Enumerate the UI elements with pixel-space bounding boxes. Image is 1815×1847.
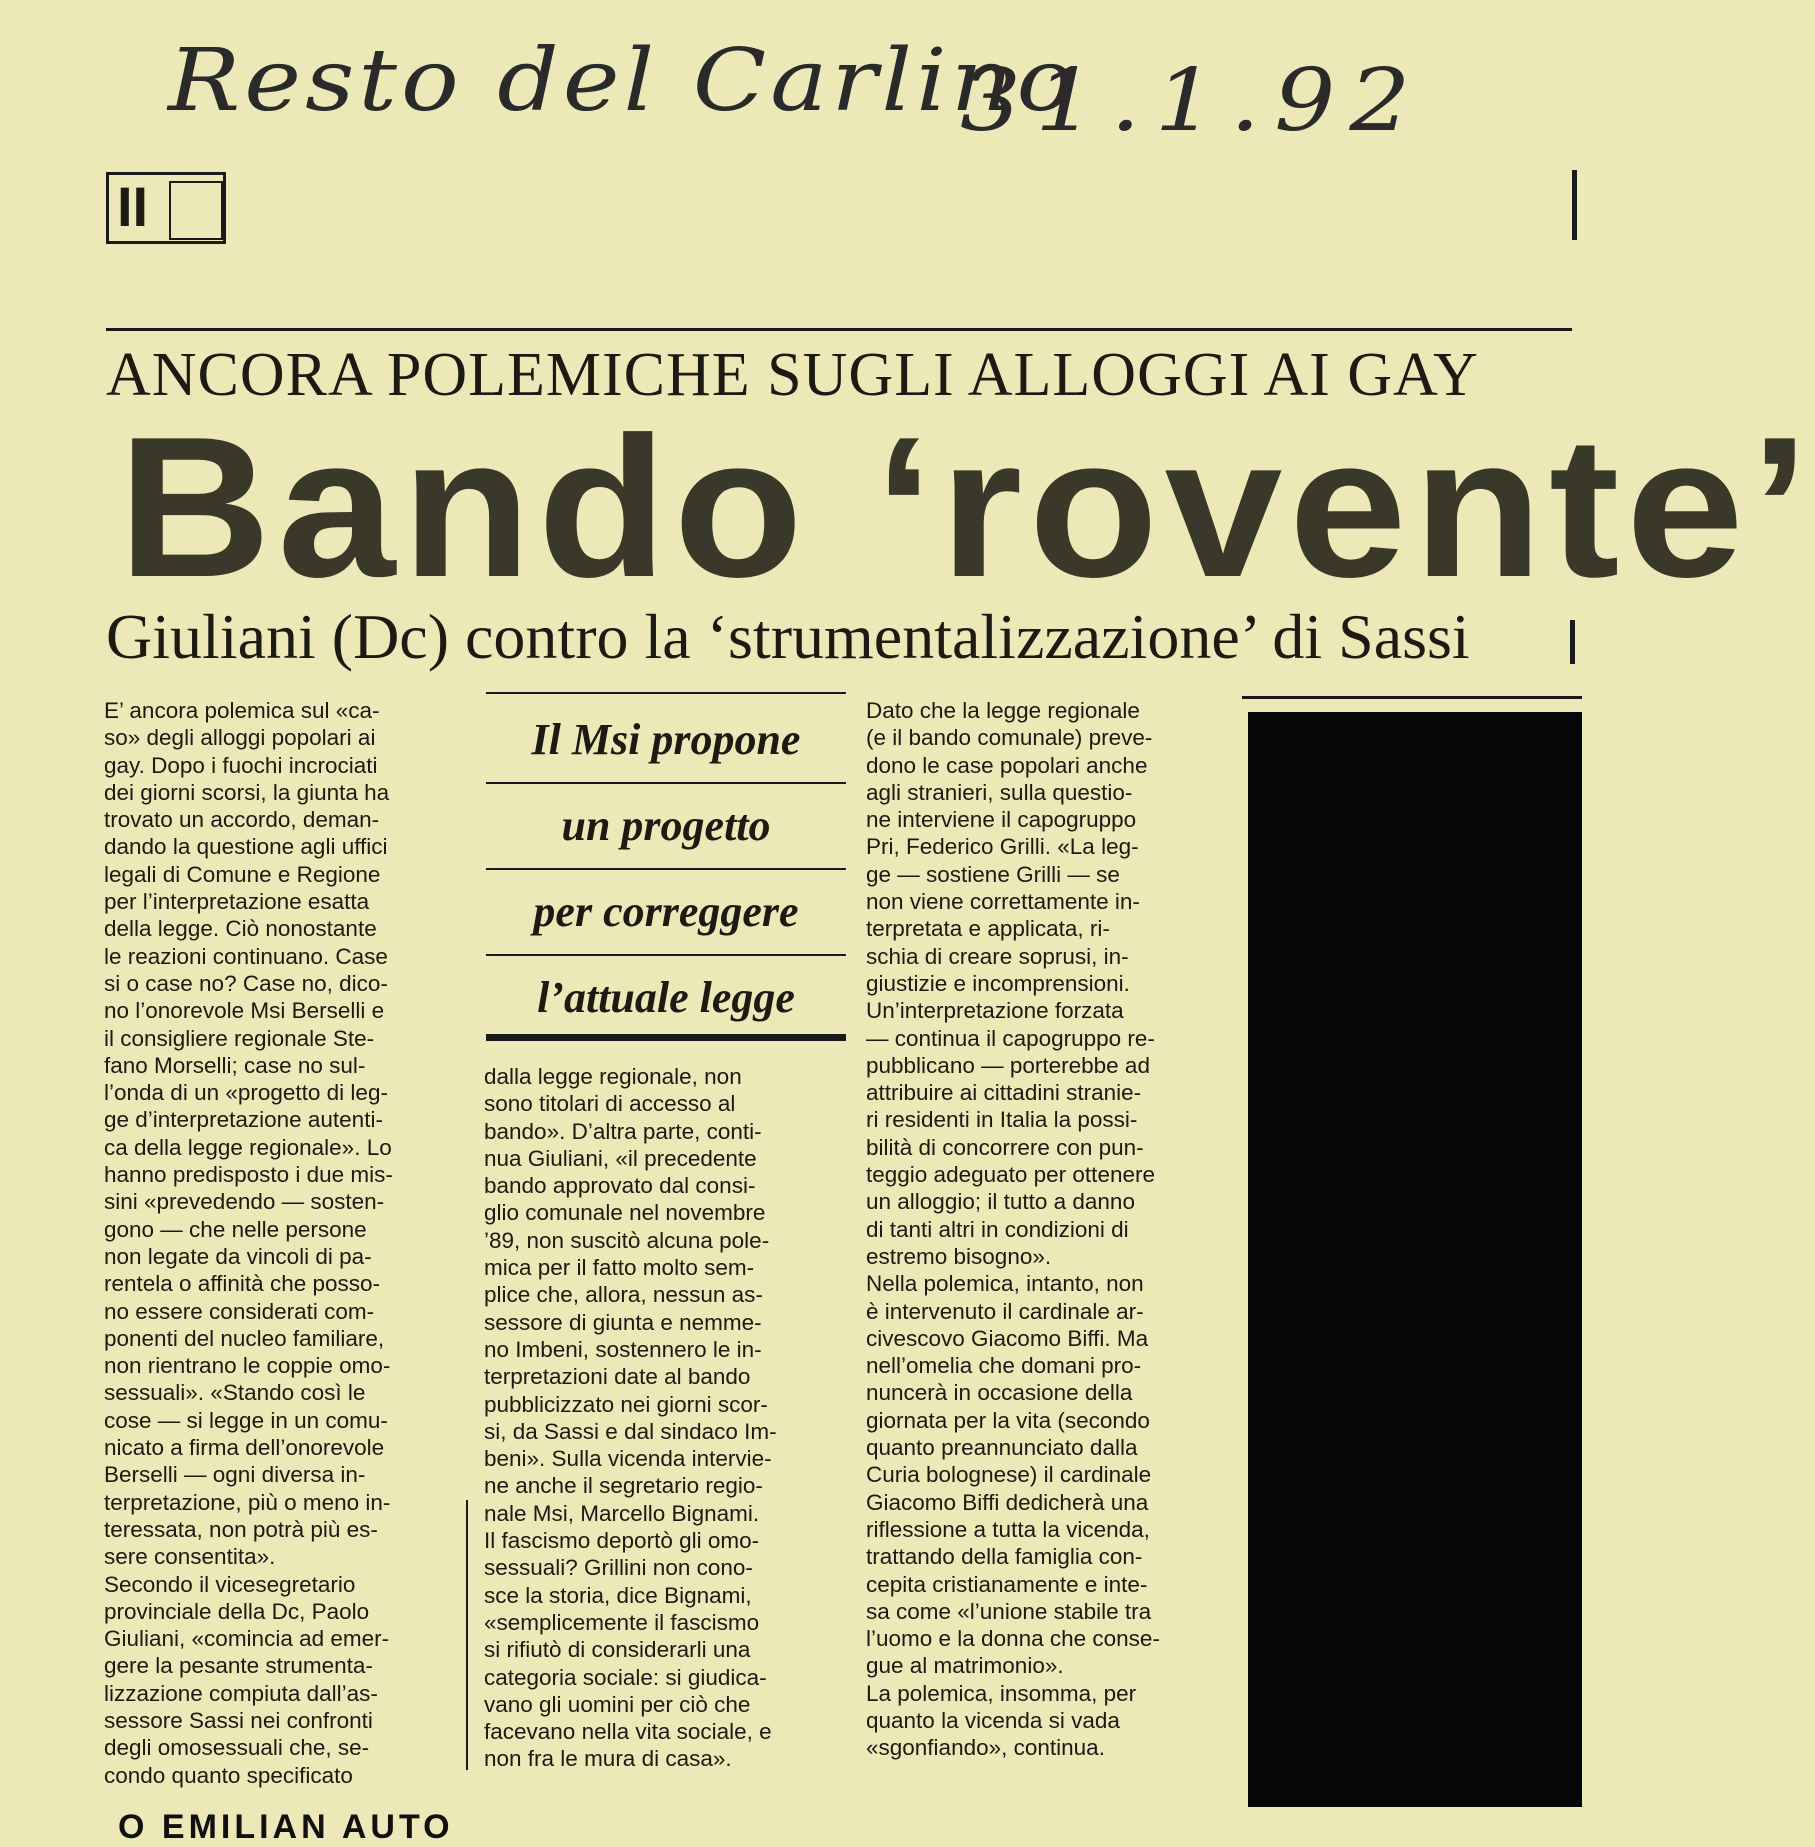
pullquote-line: l’attuale legge [537, 973, 795, 1022]
article-column-3: Dato che la legge regionale (e il bando comunale) preve- dono le case popolari anche agli stranieri, sulla questio- ne interviene il capogruppo Pri, Federico Grilli. «La leg- ge — sostiene Grilli — se non viene correttamente in- terpretata e applicata, ri- schia di creare soprusi, in- giustizie e incomprensioni. Un’interpretazione forzata — continua il capogruppo re- pubblicano — porterebbe ad attribuire ai cittadini stranie- ri residenti in Italia la possi- bilità di concorrere con pun- teggio adeguato per ottenere un alloggio; il tutto a danno di tanti altri in condizioni di estremo bisogno». Nella polemica, intanto, non è intervenuto il cardinale ar- civescovo Giacomo Biffi. Ma nell’omelia che domani pro- nuncerà in occasione della giornata per la vita (secondo quanto preannunciato dalla Curia bolognese) il cardinale Giacomo Biffi dedicherà una riflessione a tutta la vicenda, trattando della famiglia con- cepita cristianamente e inte- sa come «l’unione stabile tra l’uomo e la donna che conse- gue al matrimonio». La polemica, insomma, per quanto la vicenda si vada «sgonfiando», continua. [866, 698, 1160, 1761]
article-headline: Bando ‘rovente’ [118, 396, 1815, 619]
handwritten-source-note: Resto del Carlino [168, 30, 1079, 131]
pullquote-line: per correggere [486, 870, 846, 956]
margin-mark [1572, 170, 1577, 240]
pullquote [486, 698, 846, 1040]
margin-mark [1570, 620, 1575, 664]
handwritten-date-note: 31.1.92 [960, 50, 1425, 151]
article-column-2: dalla legge regionale, non sono titolari di accesso al bando». D’altra parte, conti- nua Giuliani, «il precedente bando approvato dal consi- glio comunale nel novembre ’89, non suscitò alcuna pole- mica per il fatto molto sem- plice che, allora, nessun as- sessore di giunta e nemme- no Imbeni, sostennero le in- terpretazioni date al bando pubblicizzato nei giorni scor- si, da Sassi e dal sindaco Im- beni». Sulla vicenda intervie- ne anche il segretario regio- nale Msi, Marcello Bignami. Il fascismo deportò gli omo- sessuali? Grillini non cono- sce la storia, dice Bignami, «semplicemente il fascismo si rifiutò di considerarli una categoria sociale: si giudica- vano gli uomini per ciò che facevano nella vita sociale, e non fra le mura di casa». [484, 1064, 777, 1772]
pullquote-bottom-rule [486, 1034, 846, 1041]
page-number: II [117, 175, 149, 238]
article-kicker: ANCORA POLEMICHE SUGLI ALLOGGI AI GAY [106, 341, 1479, 409]
page-number-box [106, 172, 226, 244]
article-column-1: E’ ancora polemica sul «ca- so» degli alloggi popolari ai gay. Dopo i fuochi incrociati dei giorni scorsi, la giunta ha trovato un accordo, deman- dando la questione agli uffici legali di Comune e Regione per l’interpretazione esatta della legge. Ciò nonostante le reazioni continuano. Case si o case no? Case no, dico- no l’onorevole Msi Berselli e il consigliere regionale Ste- fano Morselli; case no sul- l’onda di un «progetto di leg- ge d’interpretazione autenti- ca della legge regionale». Lo hanno predisposto i due mis- sini «prevedendo — sosten- gono — che nelle persone non legate da vincoli di pa- rentela o affinità che posso- no essere considerati com- ponenti del nucleo familiare, non rientrano le coppie omo- sessuali». «Stando così le cose — si legge in un comu- nicato a firma dell’onorevole Berselli — ogni diversa in- terpretazione, più o meno in- teressata, non potrà più es- sere consentita». Secondo il vicesegretario provinciale della Dc, Paolo Giuliani, «comincia ad emer- gere la pesante strumenta- lizzazione compiuta dall’as- sessore Sassi nei confronti degli omosessuali che, se- condo quanto specificato [104, 698, 393, 1788]
pullquote-top-rule [486, 692, 846, 694]
column-divider [466, 1500, 468, 1770]
bottom-strip-text: O EMILIAN AUTO [118, 1808, 454, 1846]
page-box-inner-frame [169, 181, 223, 240]
pullquote-line: un progetto [486, 784, 846, 870]
top-rule [106, 328, 1572, 331]
pullquote-line: Il Msi propone [486, 698, 846, 784]
redacted-block [1248, 712, 1582, 1807]
article-subhead: Giuliani (Dc) contro la ‘strumentalizzazione’ di Sassi [106, 601, 1470, 672]
